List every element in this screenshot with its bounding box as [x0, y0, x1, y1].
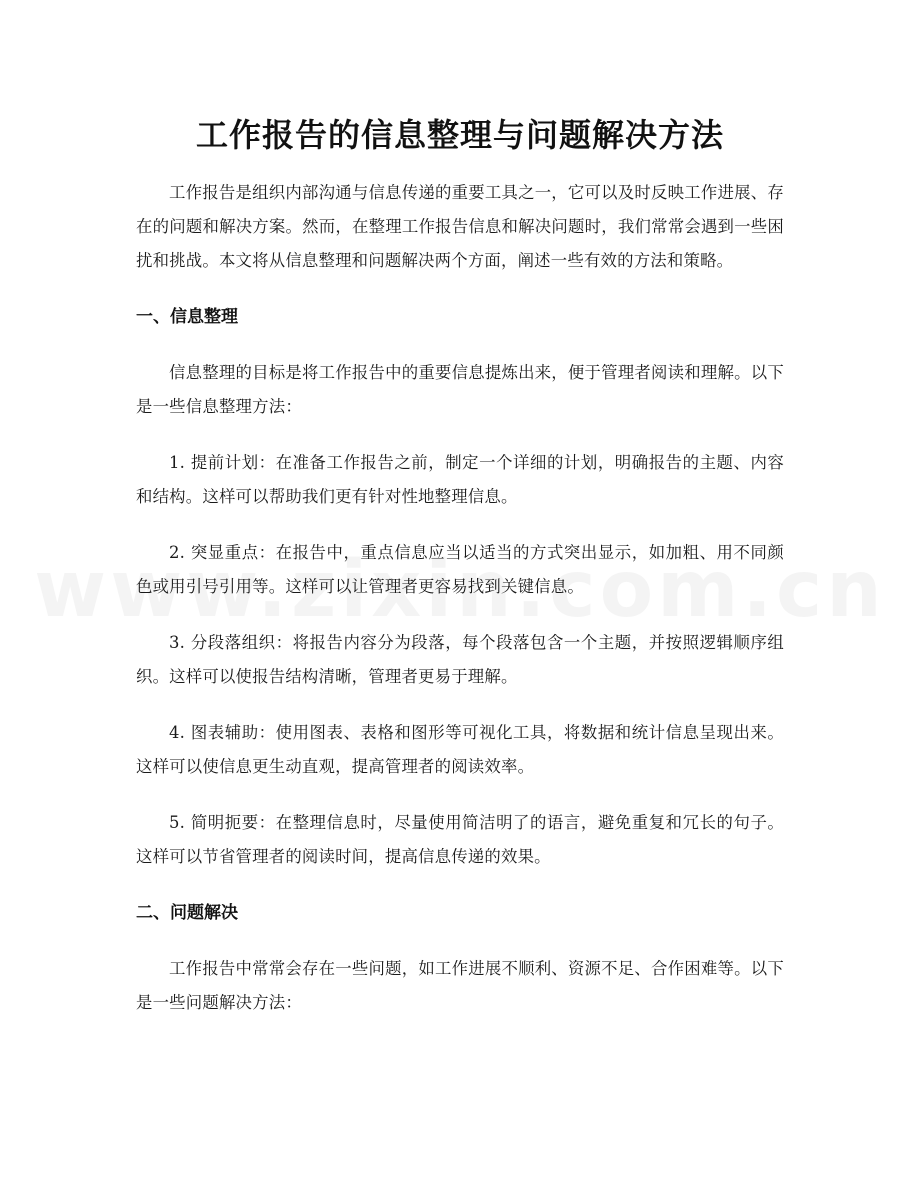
document-title: 工作报告的信息整理与问题解决方法: [195, 116, 724, 154]
list-item: 3. 分段落组织：将报告内容分为段落，每个段落包含一个主题，并按照逻辑顺序组织。这样可以使报告结构清晰，管理者更易于理解。: [136, 633, 784, 686]
intro-paragraph: 工作报告是组织内部沟通与信息传递的重要工具之一，它可以及时反映工作进展、存在的问题和解决方案。然而，在整理工作报告信息和解决问题时，我们常常会遇到一些困扰和挑战。本文将从信息整理和问题解决两个方面，阐述一些有效的方法和策略。: [136, 183, 784, 270]
list-item: 4. 图表辅助：使用图表、表格和图形等可视化工具，将数据和统计信息呈现出来。这样可以使信息更生动直观，提高管理者的阅读效率。: [136, 723, 784, 776]
section-heading-problem: 二、问题解决: [136, 903, 238, 923]
list-item: 2. 突显重点：在报告中，重点信息应当以适当的方式突出显示，如加粗、用不同颜色或用引号引用等。这样可以让管理者更容易找到关键信息。: [136, 543, 784, 596]
list-item: 5. 简明扼要：在整理信息时，尽量使用简洁明了的语言，避免重复和冗长的句子。这样可以节省管理者的阅读时间，提高信息传递的效果。: [136, 813, 784, 866]
section-intro-problem: 工作报告中常常会存在一些问题，如工作进展不顺利、资源不足、合作困难等。以下是一些问题解决方法：: [136, 959, 784, 1012]
list-item: 1. 提前计划：在准备工作报告之前，制定一个详细的计划，明确报告的主题、内容和结构。这样可以帮助我们更有针对性地整理信息。: [136, 453, 784, 506]
document-body: [136, 176, 784, 1042]
section-heading-info: 一、信息整理: [136, 307, 238, 327]
section-intro-info: 信息整理的目标是将工作报告中的重要信息提炼出来，便于管理者阅读和理解。以下是一些信息整理方法：: [136, 363, 784, 416]
